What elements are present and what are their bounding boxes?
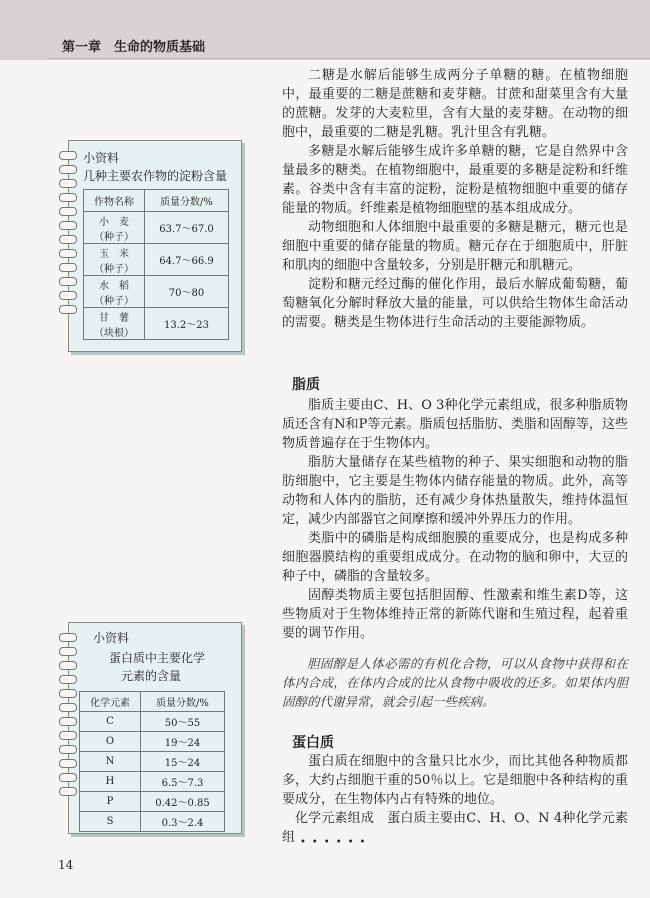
paragraph: 蛋白质在细胞中的含量只比水少，而比其他各种物质都多，大约占细胞干重的50％以上。它是细胞中各种结构的重要成分，在生物体内占有特殊的地位。 (282, 754, 628, 807)
paragraph: 多糖是水解后能够生成许多单糖的糖，它是自然界中含量最多的糖类。在植物细胞中，最重要的多糖是淀粉和纤维素。谷类中含有丰富的淀粉，淀粉是植物细胞中重要的储存能量的物质。纤维素是植物细胞壁的基本组成成分。 (282, 144, 628, 216)
paragraph: 脂肪大量储存在某些植物的种子、果实细胞和动物的脂肪细胞中，它主要是生物体内储存能量的物质。此外，高等动物和人体内的脂肪，还有减少身体热量散失，维持体温恒定，减少内部器官之间摩擦和缓冲外界压力的作用。 (282, 455, 628, 527)
table-header: 作物名称 (84, 190, 145, 212)
paragraph: 类脂中的磷脂是构成细胞膜的重要成分，也是构成多种细胞器膜结构的重要组成成分。在动物的脑和卵中，大豆的种子中，磷脂的含量较多。 (282, 531, 628, 584)
table-header: 质量分数/% (141, 692, 225, 712)
carbohydrate-section (282, 66, 628, 332)
table-row: N 15～24 (80, 752, 225, 772)
emphasis-dots: •••••• (300, 837, 372, 848)
protein-section (282, 752, 628, 847)
cholesterol-note: 胆固醇是人体必需的有机化合物，可以从食物中获得和在体内合成，在体内合成的比从食物中吸收的还多。如果体内胆固醇的代谢异常，就会引起一些疾病。 (282, 656, 628, 709)
paragraph: 二糖是水解后能够生成两分子单糖的糖。在植物细胞中，最重要的二糖是蔗糖和麦芽糖。甘蔗和甜菜里含有大量的蔗糖。发芽的大麦粒里，含有大量的麦芽糖。在动物的细胞中，最重要的二糖是乳糖。乳汁里含有乳糖。 (282, 68, 628, 140)
paragraph: 固醇类物质主要包括胆固醇、性激素和维生素D等，这些物质对于生物体维持正常的新陈代谢和生殖过程，起着重要的调节作用。 (282, 588, 628, 641)
chapter-title: 第一章 生命的物质基础 (62, 40, 206, 55)
sidebar-label: 小资料 (93, 631, 130, 645)
table-row: O 19～24 (80, 732, 225, 752)
table-row: H 6.5～7.3 (80, 772, 225, 792)
sidebar-title: 几种主要农作物的淀粉含量 (83, 169, 228, 183)
lipid-section (282, 396, 628, 643)
table-row: C 50～55 (80, 712, 225, 732)
table-row: S 0.3～2.4 (80, 812, 225, 832)
page-header (0, 0, 650, 60)
binder-rings (59, 151, 79, 319)
page-number: 14 (58, 858, 74, 872)
emphasized-term: 化学元素组成 (295, 811, 375, 826)
table-row: 水 稻 （种子） 70～80 (84, 276, 229, 308)
paragraph: 动物细胞和人体细胞中最重要的多糖是糖元，糖元也是细胞中重要的储存能量的物质。糖元存在于细胞质中，肝脏和肌肉的细胞中含量较多，分别是肝糖元和肌糖元。 (282, 220, 628, 273)
section-heading-lipid: 脂质 (292, 377, 320, 393)
element-table (79, 691, 225, 832)
sidebar-protein-elements (68, 622, 242, 834)
table-header: 质量分数/% (145, 190, 229, 212)
sidebar-label: 小资料 (83, 151, 120, 165)
table-header: 化学元素 (80, 692, 141, 712)
sidebar-starch (68, 140, 242, 352)
paragraph: 脂质主要由C、H、O 3种化学元素组成，很多种脂质物质还含有N和P等元素。脂质包括脂肪、类脂和固醇等，这些物质普遍存在于生物体内。 (282, 398, 628, 451)
table-row: P 0.42～0.85 (80, 792, 225, 812)
table-row: 甘 薯 （块根） 13.2～23 (84, 308, 229, 340)
binder-rings (59, 633, 79, 801)
table-row: 小 麦 （种子） 63.7～67.0 (84, 212, 229, 244)
table-row: 玉 米 （种子） 64.7～66.9 (84, 244, 229, 276)
paragraph: 化学元素组成 蛋白质主要由C、H、O、N 4种化学元素组 (282, 811, 628, 845)
header-divider (48, 58, 650, 59)
starch-table (83, 189, 229, 340)
section-heading-protein: 蛋白质 (292, 735, 334, 751)
sidebar-title: 蛋白质中主要化学 (109, 651, 206, 665)
sidebar-title: 元素的含量 (121, 669, 182, 683)
paragraph: 淀粉和糖元经过酶的催化作用，最后水解成葡萄糖，葡萄糖氧化分解时释放大量的能量，可以供给生物体生命活动的需要。糖类是生物体进行生命活动的主要能源物质。 (282, 277, 628, 330)
